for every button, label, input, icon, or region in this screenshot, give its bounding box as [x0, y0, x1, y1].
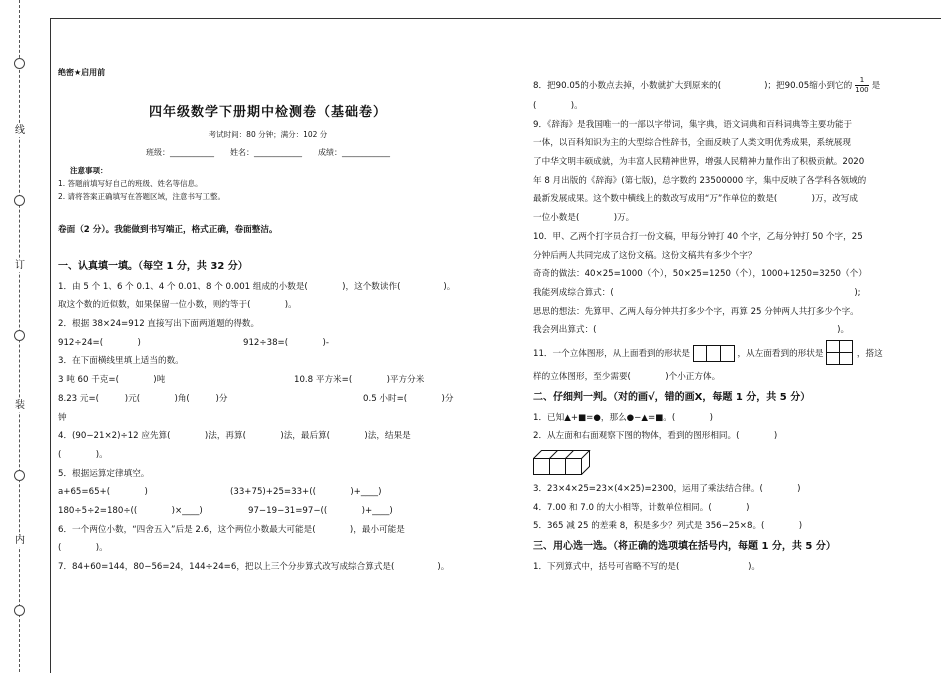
q2-answer-a: 912÷24=( ) [58, 337, 141, 348]
notes-title: 注意事项： [70, 166, 108, 175]
binding-label-ding: 订 [12, 260, 28, 272]
q8-text-a: 8．把90.05的小数点去掉，小数就扩大到原来的( )；把90.05缩小到它的 [533, 81, 853, 91]
exam-info: 考试时间：80 分钟；满分：102 分 [208, 130, 328, 139]
question-line: 一位小数是( )万。 [533, 213, 635, 224]
question-line: 奇奇的做法：40×25=1000（个），50×25=1250（个），1000+1250=3250（个） [533, 269, 867, 280]
binding-line [10, 0, 32, 672]
q5-item-d: 97−19−31=97−(( )+____) [248, 505, 393, 516]
question-line [58, 390, 478, 409]
secret-mark: 绝密★启用前 [58, 68, 106, 77]
page-title: 四年级数学下册期中检测卷（基础卷） [148, 105, 387, 120]
question-line: 3．23×4×25=23×(4×25)=2300，运用了乘法结合律。( ) [533, 484, 801, 494]
question-line [533, 340, 903, 368]
q5-item-a: a+65=65+( ) [58, 487, 148, 498]
note-item: 2. 请将答案正确填写在答题区域，注意书写工整。 [58, 192, 226, 201]
question-line: 1．已知▲+■=●，那么●−▲=■。( ) [533, 412, 713, 423]
question-line: 5．365 减 25 的差乘 8，积是多少？列式是 356−25×8。( ) [533, 521, 803, 532]
left-view-shape [826, 340, 854, 366]
question-line: 7．84+60=144，80−56=24，144÷24=6，把以上三个分步算式改写成综合算式是( )。 [58, 562, 450, 572]
q11-text-c: ，搭这 [856, 348, 883, 359]
q11-text-a: 11．一个立体图形，从上面看到的形状是 [533, 348, 691, 359]
question-line: 6．一个两位小数，“四舍五入”后是 2.6，这个两位小数最大可能是( )，最小可能是 [58, 524, 405, 535]
cube-figure [533, 446, 903, 480]
binding-label-nei: 内 [12, 535, 28, 547]
q2-answer-b: 912÷38=( )- [243, 337, 329, 348]
question-line: 1．由 5 个 1、6 个 0.1、4 个 0.01、8 个 0.001 组成的小数是( )，这个数读作( )。 [58, 281, 456, 292]
q3-item-b: 10.8 平方米=( )平方分米 [294, 375, 425, 386]
fraction-numerator: 1 [855, 76, 869, 86]
question-line: 我能列成综合算式：( ); [533, 287, 861, 298]
section-2-title: 二、仔细判一判。（对的画√，错的画X，每题 1 分，共 5 分） [533, 391, 811, 403]
question-line: ( )。 [58, 543, 108, 554]
binding-label-xian: 线 [12, 125, 28, 137]
question-line: 取这个数的近似数，如果保留一位小数，则约等于( )。 [58, 300, 297, 311]
fraction [855, 76, 869, 95]
q5-item-b: (33+75)+25=33+(( )+____) [230, 487, 382, 498]
question-line [58, 371, 478, 390]
binding-ring [14, 330, 25, 341]
q3-item-a: 3 吨 60 千克=( )吨 [58, 375, 166, 386]
q3-item-c: 8.23 元=( )元( )角( )分 [58, 393, 228, 404]
question-line: 钟 [58, 412, 67, 423]
binding-ring [14, 195, 25, 206]
question-line [58, 334, 478, 353]
fraction-denominator: 100 [855, 86, 869, 94]
question-line: ( )。 [533, 101, 583, 111]
q8-text-b: 是 [871, 81, 881, 91]
note-item: 1. 答题前填写好自己的班级、姓名等信息。 [58, 179, 203, 188]
question-line: 样的立体图形，至少需要( )个小正方体。 [533, 371, 721, 382]
question-line: 5．根据运算定律填空。 [58, 468, 150, 479]
question-line [533, 75, 903, 97]
question-line: 我会列出算式：( )。 [533, 325, 850, 336]
q5-item-c: 180÷5÷2=180÷(( )×____) [58, 505, 203, 516]
question-line: 分钟后两人共同完成了这份文稿。这份文稿共有多少个字？ [533, 250, 757, 261]
binding-ring [14, 470, 25, 481]
question-line: 最新发展成果。这个数中横线上的数改写成用“万”作单位的数是( )万，改写成 [533, 194, 858, 205]
right-column [533, 75, 903, 577]
question-line: 1．下列算式中，括号可省略不写的是( )。 [533, 562, 761, 573]
left-column [58, 66, 478, 577]
question-line: 10．甲、乙两个打字员合打一份文稿，甲每分钟打 40 个字，乙每分钟打 50 个字，25 [533, 231, 863, 242]
cube-figure-shape [533, 450, 595, 476]
question-line: 思思的想法：先算甲、乙两人每分钟共打多少个字，再算 25 分钟两人共打多少个字。 [533, 306, 859, 317]
question-line: 3．在下面横线里填上适当的数。 [58, 356, 184, 367]
question-line: ( )。 [58, 449, 108, 460]
q11-text-b: ，从左面看到的形状是 [737, 348, 824, 359]
binding-ring [14, 605, 25, 616]
question-line [58, 483, 478, 502]
question-line: 2．根据 38×24=912 直接写出下面两道题的得数。 [58, 319, 260, 330]
notes-block [58, 164, 478, 203]
question-line: 9．《辞海》是我国唯一的一部以字带词，集字典，语文词典和百科词典等主要功能于 [533, 119, 853, 130]
section-1-title: 一、认真填一填。（每空 1 分，共 32 分） [58, 260, 248, 272]
section-3-title: 三、用心选一选。（将正确的选项填在括号内，每题 1 分，共 5 分） [533, 541, 836, 553]
student-fields[interactable]: 班级：___________ 姓名：____________ 成绩：____________ [146, 148, 390, 157]
q3-item-d: 0.5 小时=( )分 [363, 393, 454, 404]
question-line: 4．7.00 和 7.0 的大小相等，计数单位相同。( ) [533, 502, 750, 513]
question-line: 年 8 月出版的《辞海》(第七版)，总字数约 23500000 字，集中反映了各学科各领域的 [533, 175, 867, 186]
binding-ring [14, 58, 25, 69]
binding-label-zhuang: 装 [12, 400, 28, 412]
top-view-shape [693, 345, 735, 362]
question-line [58, 502, 478, 521]
neatness-line: 卷面（2 分）。我能做到书写端正，格式正确，卷面整洁。 [58, 225, 278, 235]
question-line: 了中华文明丰硕成就，为丰富人民精神世界，增强人民精神力量作出了积极贡献。2020 [533, 157, 865, 168]
question-line: 4．(90−21×2)÷12 应先算( )法，再算( )法，最后算( )法，结果是 [58, 431, 411, 442]
question-line: 2．从左面和右面观察下图的物体，看到的图形相同。( ) [533, 431, 778, 442]
question-line: 一体，以百科知识为主的大型综合性辞书，全面反映了人类文明优秀成果，系统展现 [533, 138, 851, 149]
